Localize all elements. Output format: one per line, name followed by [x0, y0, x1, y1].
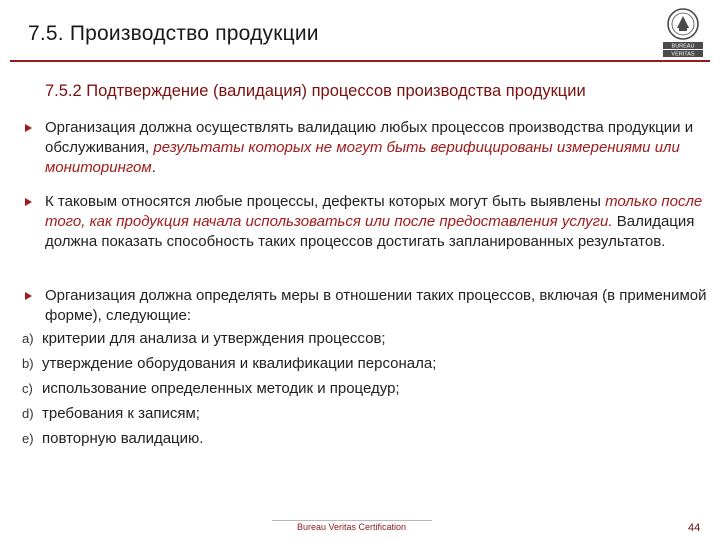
section-subtitle: 7.5.2 Подтверждение (валидация) процессов производства продукции — [45, 82, 586, 100]
list-marker: d) — [22, 406, 34, 421]
footer-company-text: Bureau Veritas Certification — [297, 522, 407, 532]
bullet-paragraph-3 — [45, 286, 713, 326]
title-divider — [10, 60, 710, 62]
paragraph-text: Организация должна определять меры в отношении таких процессов, включая (в применимой форме), следующие: — [45, 287, 707, 324]
svg-text:BUREAU: BUREAU — [671, 43, 695, 50]
list-item-text: критерии для анализа и утверждения процессов; — [42, 330, 386, 347]
list-item — [22, 379, 400, 399]
emphasis-text: результаты которых не могут быть верифицированы измерениями или мониторингом — [45, 139, 680, 176]
svg-text:VERITAS: VERITAS — [671, 51, 695, 58]
list-item — [22, 329, 386, 349]
bullet-paragraph-1 — [45, 118, 713, 178]
paragraph-text-end: Валидация должна показать способность таких процессов достигать запланированных результатов. — [45, 213, 695, 250]
emphasis-text: только после того, как продукция начала использоваться или после предоставления услуги. — [45, 193, 703, 230]
list-marker: c) — [22, 381, 33, 396]
page-number: 44 — [688, 522, 701, 534]
paragraph-text: Организация должна осуществлять валидацию любых процессов производства продукции и обслуживания, — [45, 119, 694, 156]
list-marker: e) — [22, 431, 34, 446]
list-item-text: использование определенных методик и процедур; — [42, 380, 400, 397]
bullet-paragraph-2 — [45, 192, 713, 252]
list-marker: a) — [22, 331, 34, 346]
list-item — [22, 404, 200, 424]
list-item — [22, 354, 436, 374]
list-item-text: утверждение оборудования и квалификации персонала; — [42, 355, 437, 372]
paragraph-text-end: . — [151, 159, 156, 176]
bullet-arrow-icon — [25, 124, 32, 132]
footer-divider — [272, 520, 432, 521]
list-item-text: повторную валидацию. — [42, 430, 204, 447]
paragraph-text: К таковым относятся любые процессы, дефекты которых могут быть выявлены — [45, 193, 606, 210]
bureau-veritas-logo-icon — [660, 6, 706, 58]
bullet-arrow-icon — [25, 198, 32, 206]
list-item-text: требования к записям; — [42, 405, 200, 422]
list-marker: b) — [22, 356, 34, 371]
bullet-arrow-icon — [25, 292, 32, 300]
page-title: 7.5. Производство продукции — [28, 22, 319, 45]
list-item — [22, 429, 203, 449]
